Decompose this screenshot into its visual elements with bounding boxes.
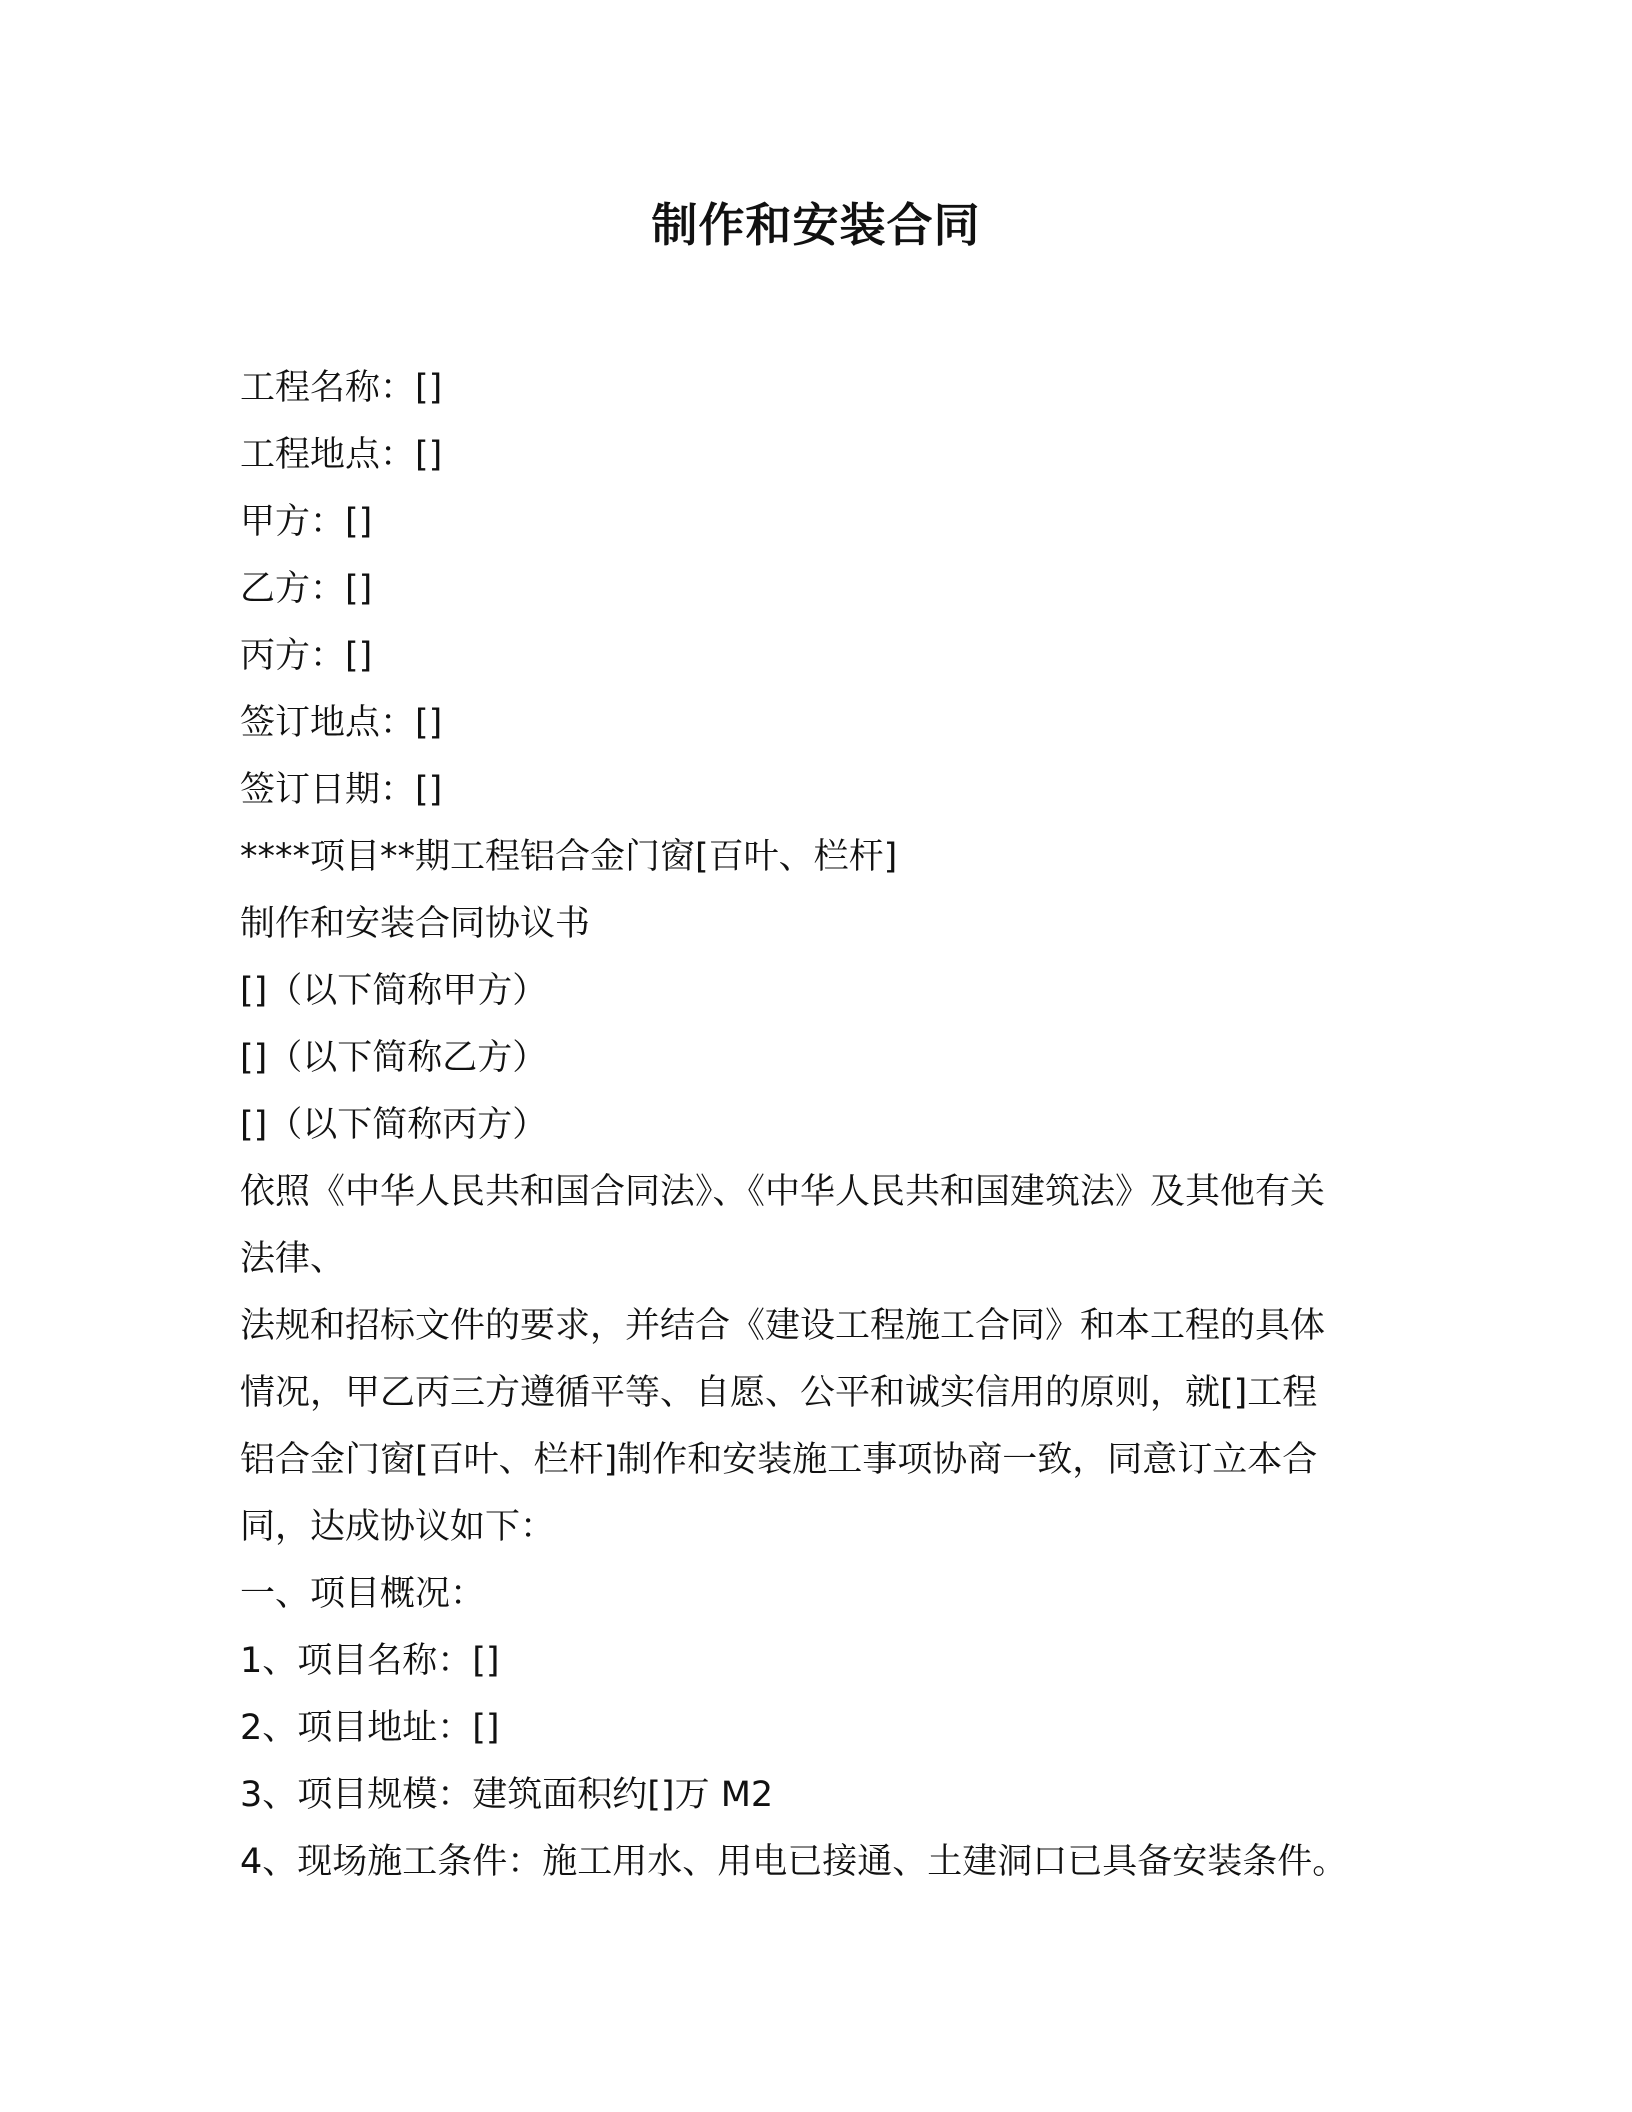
field-party-a: 甲方：[] (240, 502, 373, 542)
overview-item: 2、项目地址：[] (240, 1708, 500, 1748)
field-project-name: 工程名称：[] (240, 368, 443, 408)
field-party-c: 丙方：[] (240, 636, 373, 676)
section-heading-overview: 一、项目概况： (240, 1574, 486, 1614)
preamble-line: 铝合金门窗[百叶、栏杆]制作和安装施工事项协商一致，同意订立本合 (240, 1440, 1318, 1480)
party-b-alias: []（以下简称乙方） (240, 1038, 548, 1078)
field-signing-date: 签订日期：[] (240, 770, 443, 810)
overview-item: 3、项目规模：建筑面积约[]万 M2 (240, 1775, 774, 1815)
field-signing-place: 签订地点：[] (240, 703, 443, 743)
preamble-line: 同，达成协议如下： (240, 1507, 556, 1547)
project-heading: ****项目**期工程铝合金门窗[百叶、栏杆] (240, 837, 898, 877)
preamble-line: 依照《中华人民共和国合同法》、《中华人民共和国建筑法》及其他有关 (240, 1172, 1326, 1212)
party-a-alias: []（以下简称甲方） (240, 971, 548, 1011)
preamble-line: 法律、 (240, 1239, 346, 1279)
field-party-b: 乙方：[] (240, 569, 373, 609)
party-c-alias: []（以下简称丙方） (240, 1105, 548, 1145)
agreement-heading: 制作和安装合同协议书 (240, 904, 591, 944)
field-project-location: 工程地点：[] (240, 435, 443, 475)
overview-item: 4、现场施工条件：施工用水、用电已接通、土建洞口已具备安装条件。 (240, 1842, 1348, 1882)
document-body (240, 355, 1400, 1896)
document-title: 制作和安装合同 (651, 198, 981, 252)
preamble-line: 法规和招标文件的要求，并结合《建设工程施工合同》和本工程的具体 (240, 1306, 1326, 1346)
overview-item: 1、项目名称：[] (240, 1641, 500, 1681)
preamble-line: 情况，甲乙丙三方遵循平等、自愿、公平和诚实信用的原则，就[]工程 (240, 1373, 1318, 1413)
